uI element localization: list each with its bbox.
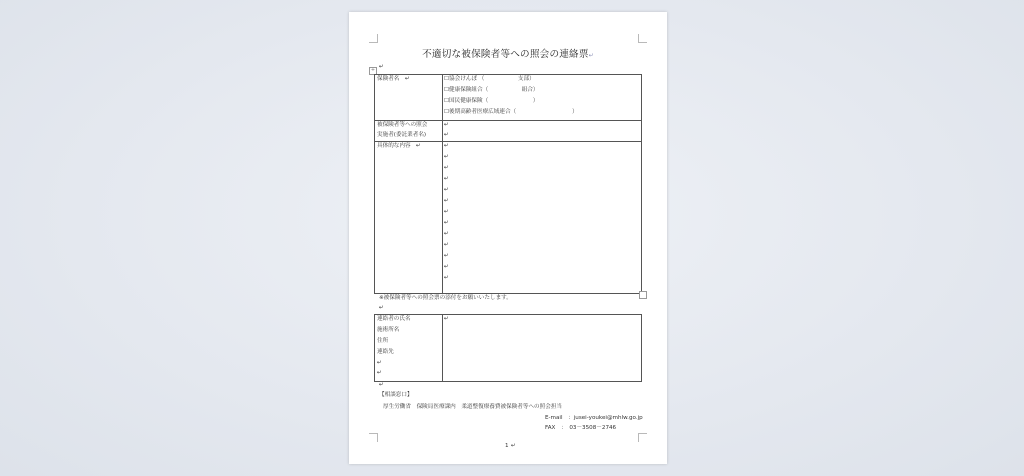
address-label: 住所 [377,338,389,344]
consultation-organization: 厚生労働省 保険局医療課内 柔道整復療養費被保険者等への照会担当 [383,404,563,410]
paragraph-mark: ↵ [444,275,449,281]
insurer-option-kenpo-kumiai[interactable]: ☐健康保険組合（ 組合） [444,87,539,93]
insurer-name-label: 保険者名 [377,76,400,82]
consultation-email[interactable]: E-mail ：jusei-youkei@mhlw.go.jp [545,415,643,421]
table-move-handle-icon[interactable]: + [370,67,376,73]
paragraph-mark: ↵ [511,443,516,449]
paragraph-mark: ↵ [444,316,449,322]
consultation-heading: 【相談窓口】 [379,392,413,398]
paragraph-mark: ↵ [444,187,449,193]
paragraph-mark: ↵ [444,253,449,259]
paragraph-mark: ↵ [377,370,382,376]
table-row-divider [375,120,641,121]
insurer-option-kyokai[interactable]: ☐協会けんぽ （ 支部） [444,76,535,82]
paragraph-mark: ↵ [444,209,449,215]
document-title[interactable] [349,46,667,60]
margin-corner-bottom-left [369,433,378,442]
report-table[interactable] [374,74,642,294]
paragraph-mark: ↵ [379,382,384,388]
paragraph-mark: ↵ [444,220,449,226]
paragraph-mark: ↵ [444,122,449,128]
contact-name-label: 連絡者の氏名 [377,316,411,322]
insurer-option-koki-koreisha[interactable]: ☐後期高齢者医療広域連合（ ） [444,109,578,115]
paragraph-mark: ↵ [444,176,449,182]
paragraph-mark: ↵ [444,154,449,160]
margin-corner-top-right [638,34,647,43]
document-page [349,12,667,464]
table-column-divider [442,75,443,293]
margin-corner-top-left [369,34,378,43]
insurer-option-kokuho[interactable]: ☐国民健康保険（ ） [444,98,539,104]
details-label: 具体的な内容 [377,143,411,149]
paragraph-mark: ↵ [444,231,449,237]
table-row-divider [375,141,641,142]
title-text: 不適切な被保険者等への照会の連絡票 [422,49,589,60]
margin-corner-bottom-right [638,433,647,442]
paragraph-mark: ↵ [444,143,449,149]
consultation-fax: FAX ： 03－3508－2746 [545,425,617,431]
paragraph-mark: ↵ [405,76,410,82]
paragraph-mark: ↵ [444,242,449,248]
paragraph-mark: ↵ [379,64,384,70]
contact-table[interactable] [374,314,642,382]
paragraph-mark: ↵ [377,360,382,366]
requester-label-line2: 実施者(委託業者名) [377,132,427,138]
table-column-divider [442,315,443,381]
contact-info-label: 連絡先 [377,349,394,355]
clinic-name-label: 施術所名 [377,327,400,333]
paragraph-mark: ↵ [416,143,421,149]
paragraph-mark: ↵ [444,198,449,204]
requester-label-line1: 被保険者等への照会 [377,122,428,128]
table-resize-handle-icon[interactable] [639,291,647,299]
paragraph-mark: ↵ [588,52,594,59]
attachment-note: ※被保険者等への照会票の添付をお願いいたします。 [379,295,512,301]
page-number: 1 [505,443,509,449]
paragraph-mark: ↵ [444,264,449,270]
paragraph-mark: ↵ [444,165,449,171]
paragraph-mark: ↵ [379,305,384,311]
paragraph-mark: ↵ [444,132,449,138]
